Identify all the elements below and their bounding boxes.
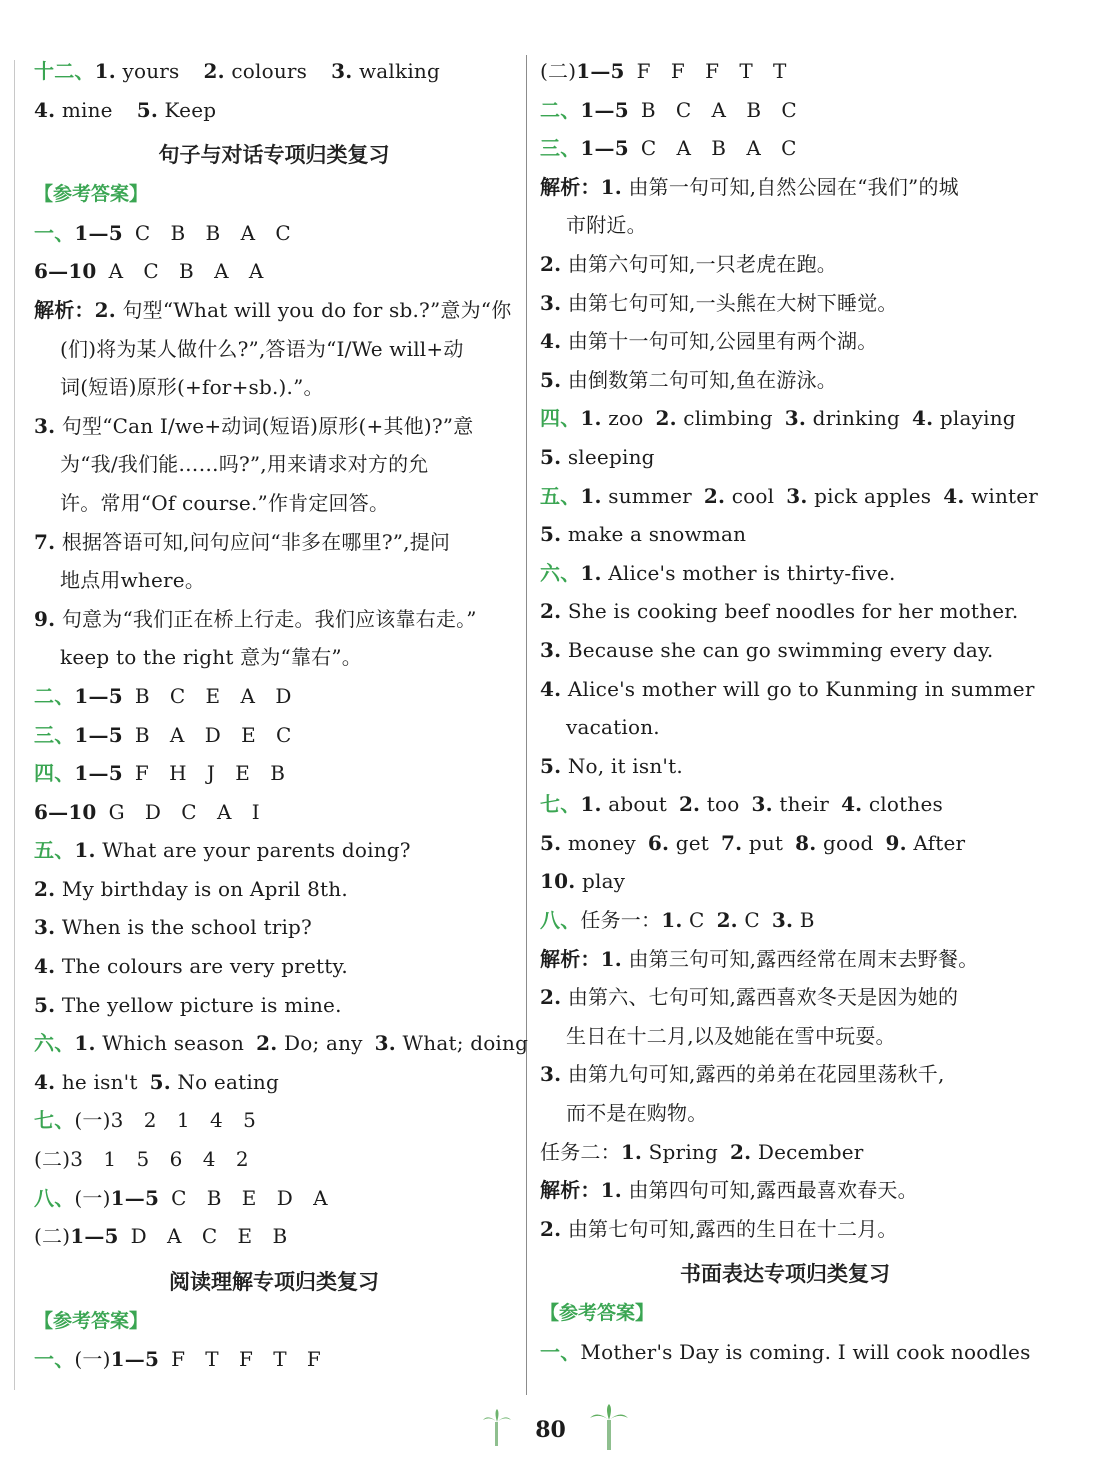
answer-line: 2. She is cooking beef noodles for her mother. — [540, 599, 1019, 624]
answer-line: 一、Mother's Day is coming. I will cook noodles — [540, 1340, 1031, 1364]
explanation-line: 3. 由第七句可知,一头熊在大树下睡觉。 — [540, 290, 898, 315]
answer-line: 6—10 A C B A A — [34, 259, 271, 284]
explanation-line: 4. 由第十一句可知,公园里有两个湖。 — [540, 329, 878, 354]
answer-line: 5. No, it isn't. — [540, 753, 683, 778]
explanation-line: 而不是在购物。 — [566, 1101, 708, 1126]
answer-line: 4. he isn't 5. No eating — [34, 1069, 280, 1094]
explanation-line: keep to the right 意为“靠右”。 — [60, 645, 362, 670]
answer-line: 六、1. Alice's mother is thirty-five. — [540, 560, 896, 585]
answer-line: 四、1. zoo 2. climbing 3. drinking 4. playing — [540, 406, 1016, 431]
answer-line: 八、任务一：1. C 2. C 3. B — [540, 908, 815, 933]
answer-line: 4. mine 5. Keep — [34, 97, 217, 122]
answer-key-tag: 【参考答案】 — [34, 183, 149, 206]
page-number: 80 — [535, 1417, 566, 1443]
answer-line: 10. play — [540, 869, 626, 894]
explanation-line: 许。常用“Of course.”作肯定回答。 — [60, 490, 390, 515]
answer-line: 2. My birthday is on April 8th. — [34, 876, 348, 901]
explanation-line: 为“我/我们能……吗?”,用来请求对方的允 — [60, 452, 429, 477]
explanation-line: 2. 由第七句可知,露西的生日在十二月。 — [540, 1216, 898, 1241]
answer-line: 4. Alice's mother will go to Kunming in summer — [540, 676, 1035, 701]
answer-line: 5. The yellow picture is mine. — [34, 992, 342, 1017]
answer-line: 七、(一)3 2 1 4 5 — [34, 1108, 257, 1133]
explanation-line: 7. 根据答语可知,问句应问“非多在哪里?”,提问 — [34, 529, 451, 554]
explanation-line: 解析：2. 句型“What will you do for sb.?”意为“你 — [34, 297, 512, 322]
section-title: 句子与对话专项归类复习 — [158, 143, 390, 168]
answer-line: 十二、1. yours 2. colours 3. walking — [34, 59, 441, 83]
right-column — [540, 52, 1039, 1372]
answer-line: 6—10 G D C A I — [34, 799, 267, 824]
answer-line: 4. The colours are very pretty. — [34, 954, 348, 979]
palm-tree-icon — [482, 1408, 512, 1452]
answer-line: 二、1—5 B C A B C — [540, 97, 804, 122]
answer-line: 二、1—5 B C E A D — [34, 683, 299, 708]
answer-line: 五、1. What are your parents doing? — [34, 838, 411, 863]
answer-line: 三、1—5 C A B A C — [540, 136, 804, 161]
explanation-line: 解析：1. 由第三句可知,露西经常在周末去野餐。 — [540, 946, 979, 971]
answer-line: 七、1. about 2. too 3. their 4. clothes — [540, 792, 943, 817]
answer-line: 三、1—5 B A D E C — [34, 722, 299, 747]
answer-line: 5. make a snowman — [540, 522, 747, 547]
answer-key-tag: 【参考答案】 — [540, 1302, 655, 1325]
column-divider — [526, 55, 527, 1395]
page-footer — [0, 1404, 1111, 1454]
explanation-line: 3. 句型“Can I/we+动词(短语)原形(+其他)?”意 — [34, 413, 474, 438]
section-number: 十二、 — [34, 59, 95, 83]
answer-line: 五、1. summer 2. cool 3. pick apples 4. winter — [540, 483, 1039, 508]
answer-line: 四、1—5 F H J E B — [34, 761, 292, 786]
explanation-line: 解析：1. 由第一句可知,自然公园在“我们”的城 — [540, 174, 959, 199]
palm-tree-icon — [589, 1404, 629, 1456]
section-title: 书面表达专项归类复习 — [680, 1262, 890, 1287]
answer-line: 一、(一)1—5 F T F T F — [34, 1347, 328, 1372]
answer-line: 3. Because she can go swimming every day. — [540, 637, 994, 662]
answer-line: 5. money 6. get 7. put 8. good 9. After — [540, 830, 966, 855]
explanation-line: (们)将为某人做什么?”,答语为“I/We will+动 — [60, 336, 464, 361]
answer-line: (二)3 1 5 6 4 2 — [34, 1147, 249, 1172]
left-column — [34, 52, 529, 1379]
answer-line: vacation. — [566, 715, 660, 740]
explanation-line: 市附近。 — [566, 213, 647, 238]
edge-line — [14, 60, 15, 1390]
explanation-line: 解析：1. 由第四句可知,露西最喜欢春天。 — [540, 1178, 918, 1203]
section-title: 阅读理解专项归类复习 — [169, 1269, 379, 1294]
answer-line: (二)1—5 F F F T T — [540, 59, 794, 83]
explanation-line: 地点用where。 — [60, 568, 206, 593]
answer-line: 3. When is the school trip? — [34, 915, 312, 940]
answer-line: 八、(一)1—5 C B E D A — [34, 1185, 335, 1210]
explanation-line: 2. 由第六、七句可知,露西喜欢冬天是因为她的 — [540, 985, 959, 1010]
explanation-line: 生日在十二月,以及她能在雪中玩耍。 — [566, 1023, 896, 1048]
answer-line: 任务二：1. Spring 2. December — [540, 1139, 864, 1164]
answer-key-tag: 【参考答案】 — [34, 1309, 149, 1332]
explanation-line: 词(短语)原形(+for+sb.).”。 — [60, 375, 324, 400]
answer-line: 六、1. Which season 2. Do; any 3. What; doing — [34, 1031, 529, 1056]
explanation-line: 3. 由第九句可知,露西的弟弟在花园里荡秋千, — [540, 1062, 945, 1087]
explanation-line: 2. 由第六句可知,一只老虎在跑。 — [540, 251, 837, 276]
explanation-line: 5. 由倒数第二句可知,鱼在游泳。 — [540, 367, 837, 392]
answer-line: 5. sleeping — [540, 444, 655, 469]
answer-line: (二)1—5 D A C E B — [34, 1224, 295, 1249]
answer-line: 一、1—5 C B B A C — [34, 220, 298, 245]
explanation-line: 9. 句意为“我们正在桥上行走。我们应该靠右走。” — [34, 606, 477, 631]
